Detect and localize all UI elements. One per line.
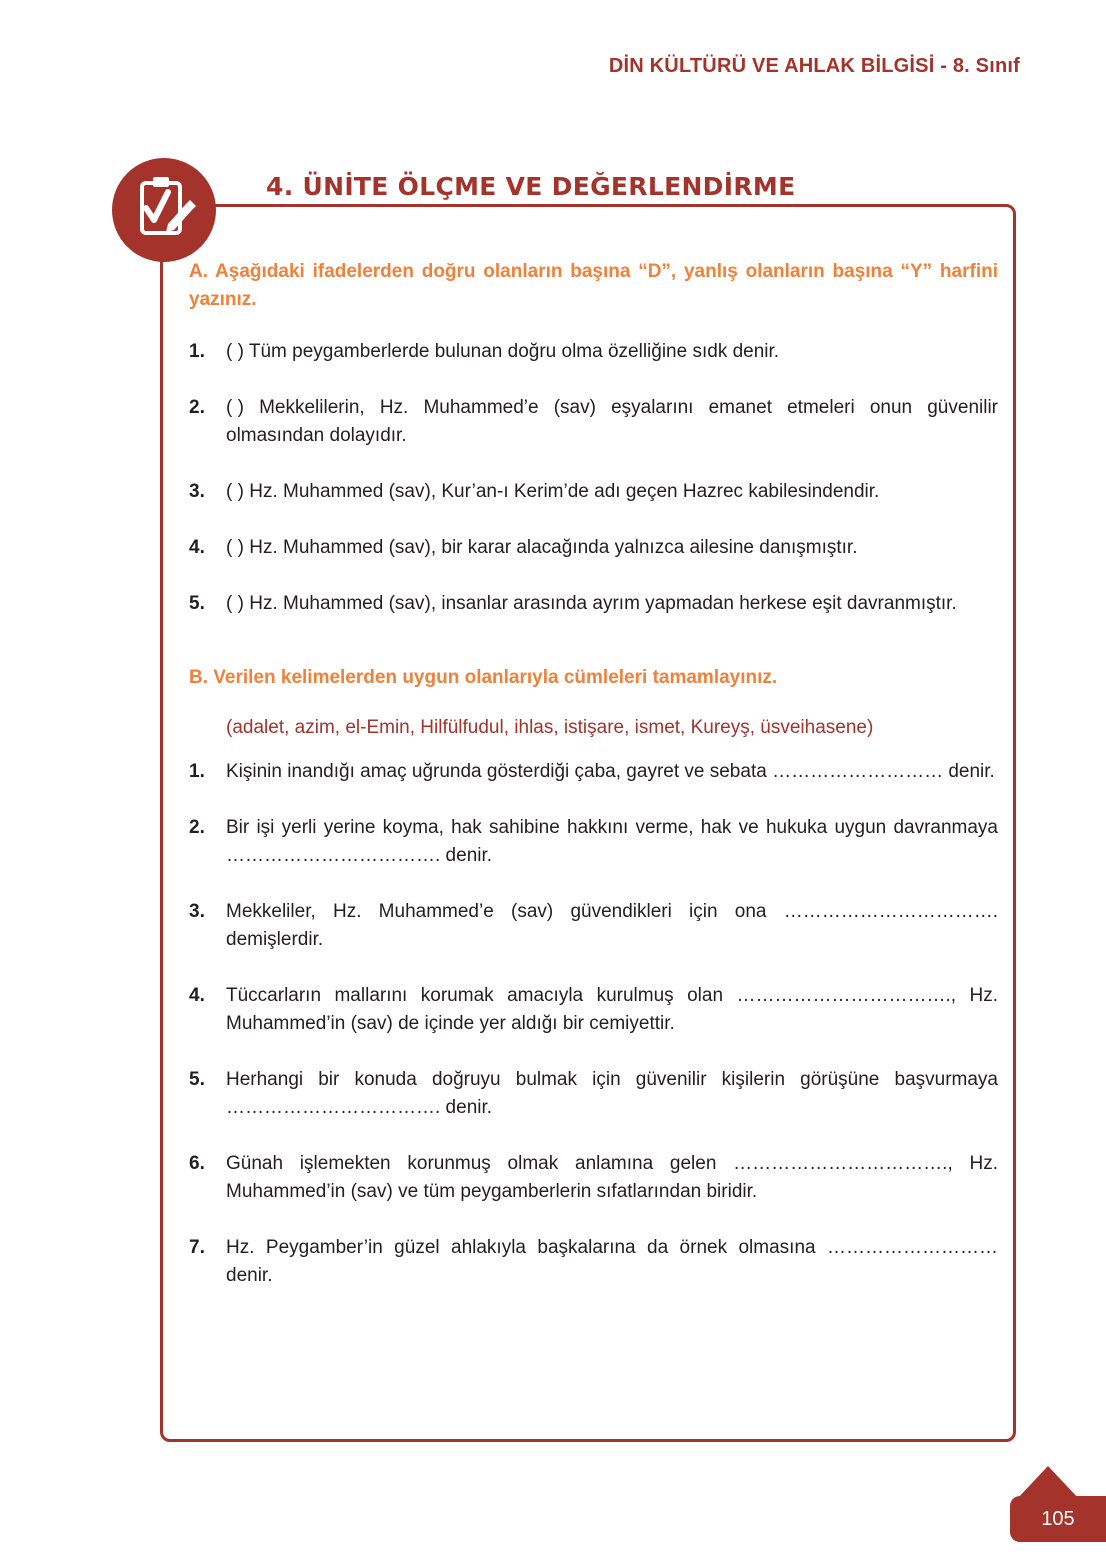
item-text: Mekkeliler, Hz. Muhammed’e (sav) güvendikleri için ona ……………………………. demişlerdir.: [226, 901, 998, 950]
item-number: 2.: [189, 817, 205, 838]
fill-in-item: [189, 814, 998, 870]
answer-blank[interactable]: ( ): [226, 593, 244, 614]
true-false-item: [189, 590, 998, 618]
section-b-heading: B. Verilen kelimelerden uygun olanlarıyla cümleleri tamamlayınız.: [189, 667, 778, 688]
fill-in-item: [189, 1234, 998, 1290]
item-number: 6.: [189, 1153, 205, 1174]
unit-title: 4. ÜNİTE ÖLÇME VE DEĞERLENDİRME: [266, 172, 796, 201]
fill-in-item: [189, 982, 998, 1038]
item-number: 1.: [189, 341, 205, 362]
running-header-title: DİN KÜLTÜRÜ VE AHLAK BİLGİSİ - 8. Sınıf: [608, 55, 1020, 77]
answer-blank[interactable]: ( ): [226, 537, 244, 558]
item-text: Günah işlemekten korunmuş olmak anlamına gelen ……………………………., Hz. Muhammed’in (sav) ve tüm peygamberlerin sıfatlarından biridir.: [226, 1153, 998, 1202]
item-text: Kişinin inandığı amaç uğrunda gösterdiği çaba, gayret ve sebata ……………………… denir.: [226, 761, 995, 782]
item-number: 1.: [189, 761, 205, 782]
true-false-item: [189, 534, 998, 562]
word-bank: (adalet, azim, el-Emin, Hilfülfudul, ihlas, istişare, ismet, Kureyş, üsveihasene): [226, 717, 874, 738]
item-number: 4.: [189, 985, 205, 1006]
section-a-heading: A. Aşağıdaki ifadelerden doğru olanların başına “D”, yanlış olanların başına “Y” harfini yazınız.: [189, 261, 998, 310]
item-text: ( ) Mekkelilerin, Hz. Muhammed’e (sav) eşyalarını emanet etmeleri onun güvenilir olmasından dolayıdır.: [226, 394, 998, 450]
item-number: 4.: [189, 537, 205, 558]
fill-in-item: [189, 758, 998, 786]
item-number: 2.: [189, 397, 205, 418]
section-b: [189, 664, 998, 1290]
item-text: ( ) Hz. Muhammed (sav), bir karar alacağında yalnızca ailesine danışmıştır.: [226, 534, 998, 562]
true-false-item: [189, 394, 998, 450]
fill-in-item: [189, 898, 998, 954]
true-false-item: [189, 338, 998, 366]
true-false-list: [189, 338, 998, 618]
page-tab-peak: [1016, 1466, 1080, 1500]
item-number: 3.: [189, 901, 205, 922]
answer-blank[interactable]: ( ): [226, 481, 244, 502]
fill-in-item: [189, 1066, 998, 1122]
answer-blank[interactable]: ( ): [226, 341, 244, 362]
page-number: 105: [1041, 1508, 1075, 1530]
assessment-content: [189, 258, 998, 1318]
answer-blank[interactable]: ( ): [226, 397, 244, 418]
fill-in-blank-list: [189, 758, 998, 1290]
item-text: Tüccarların mallarını korumak amacıyla kurulmuş olan ……………………………., Hz. Muhammed’in (sav) de içinde yer aldığı bir cemiyettir.: [226, 985, 998, 1034]
clipboard-check-icon: [112, 158, 216, 262]
item-text: ( ) Tüm peygamberlerde bulunan doğru olma özelliğine sıdk denir.: [226, 338, 998, 366]
item-text: Herhangi bir konuda doğruyu bulmak için güvenilir kişilerin görüşüne başvurmaya ……………………………. denir.: [226, 1069, 998, 1118]
item-text: Bir işi yerli yerine koyma, hak sahibine hakkını verme, hak ve hukuka uygun davranmaya ……………………………. denir.: [226, 817, 998, 866]
item-number: 7.: [189, 1237, 205, 1258]
fill-in-item: [189, 1150, 998, 1206]
item-text: ( ) Hz. Muhammed (sav), Kur’an-ı Kerim’de adı geçen Hazrec kabilesindendir.: [226, 478, 998, 506]
true-false-item: [189, 478, 998, 506]
item-number: 5.: [189, 1069, 205, 1090]
item-number: 3.: [189, 481, 205, 502]
item-number: 5.: [189, 593, 205, 614]
item-text: ( ) Hz. Muhammed (sav), insanlar arasında ayrım yapmadan herkese eşit davranmıştır.: [226, 590, 998, 618]
item-text: Hz. Peygamber’in güzel ahlakıyla başkalarına da örnek olmasına ……………………… denir.: [226, 1237, 998, 1286]
